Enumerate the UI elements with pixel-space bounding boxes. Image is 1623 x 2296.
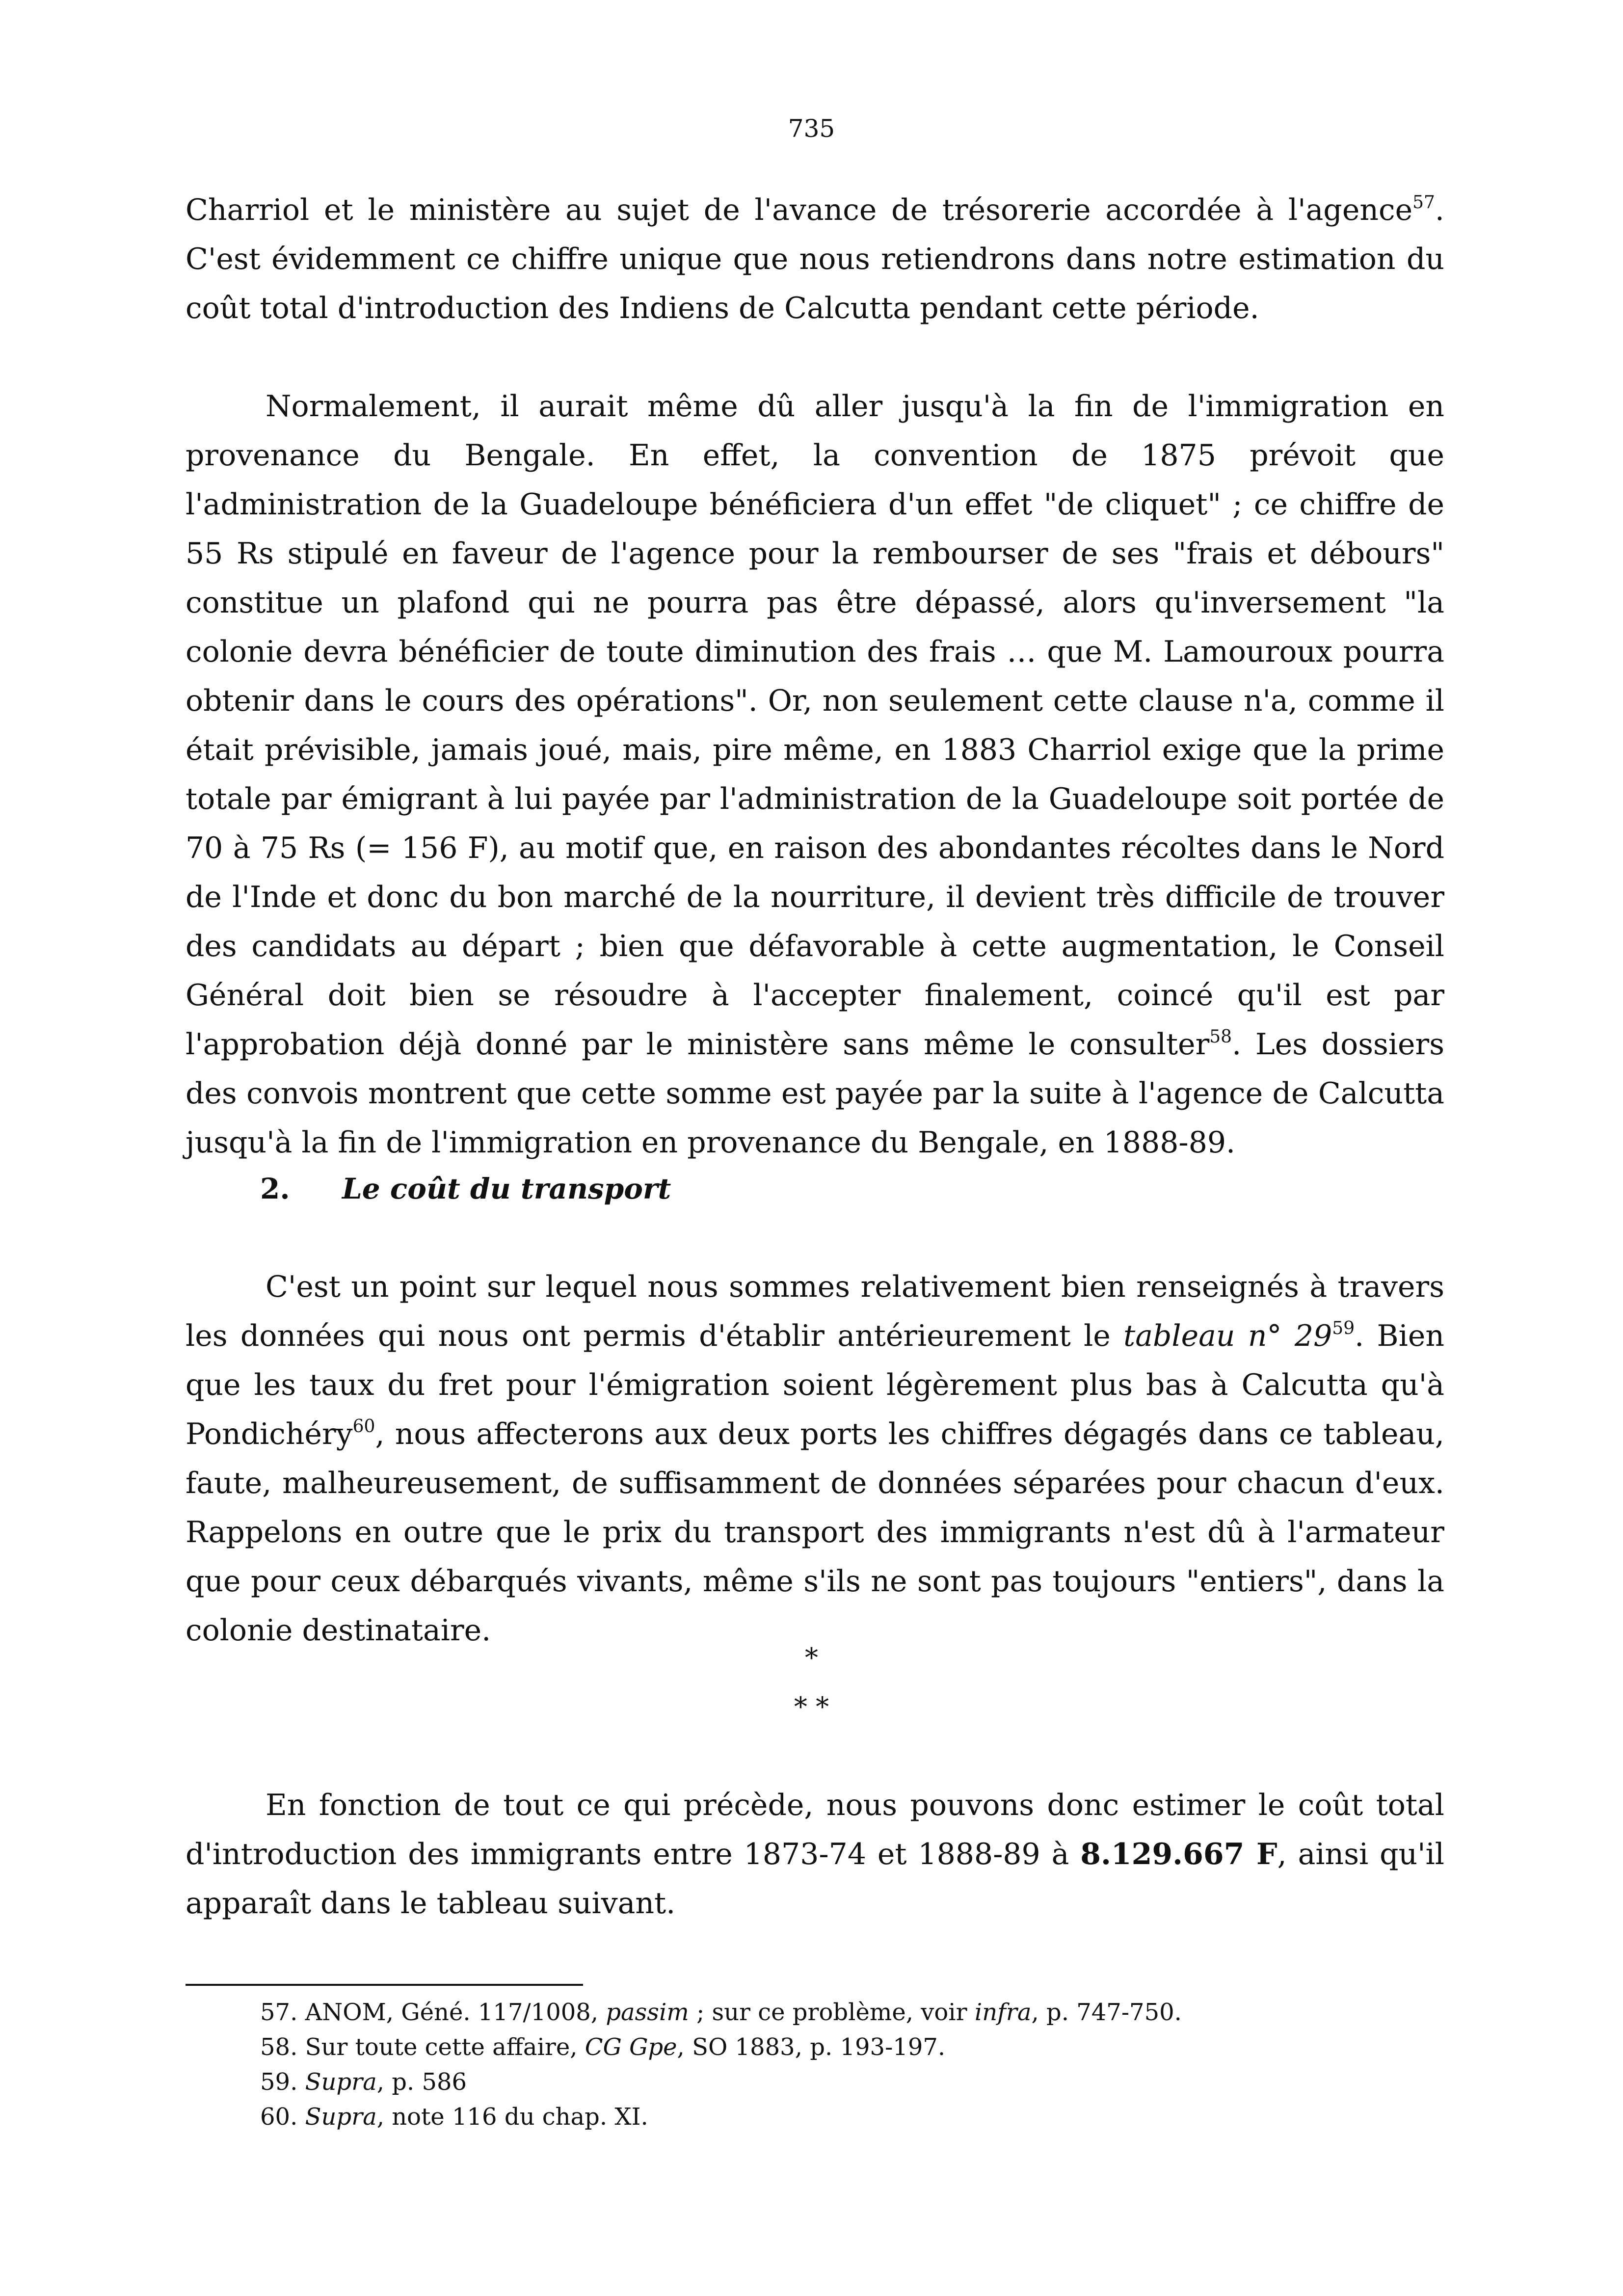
text-run: . Les dossiers des convois montrent que cette somme est payée par la suite à l'agence de Calcutta jusqu'à la fin de l'immigration en provenance du Bengale, en 1888-89.: [186, 1027, 1444, 1160]
text-run: C'est un point sur lequel nous sommes relativement bien renseignés à travers les données qui nous ont permis d'établir antérieurement le: [186, 1270, 1444, 1353]
text-run: 57. ANOM, Géné. 117/1008,: [260, 1999, 606, 2026]
paragraph-1: [186, 186, 1444, 333]
paragraph-3: [186, 1262, 1444, 1655]
text-run: 59.: [260, 2068, 305, 2096]
text-run: Normalement, il aurait même dû aller jusqu'à la fin de l'immigration en provenance du Bengale. En effet, la convention de 1875 prévoit que l'administration de la Guadeloupe bénéficiera d'un effet "de cliquet" ; ce chiffre de 55 Rs stipulé en faveur de l'agence pour la rembourser de ses "frais et débours" constitue un plafond qui ne pourra pas être dépassé, alors qu'inversement "la colonie devra bénéficier de toute diminution des frais … que M. Lamouroux pourra obtenir dans le cours des opérations". Or, non seulement cette clause n'a, comme il était prévisible, jamais joué, mais, pire même, en 1883 Charriol exige que la prime totale par émigrant à lui payée par l'administration de la Guadeloupe soit portée de 70 à 75 Rs (= 156 F), au motif que, en raison des abondantes récoltes dans le Nord de l'Inde et donc du bon marché de la nourriture, il devient très difficile de trouver des candidats au départ ; bien que défavorable à cette augmentation, le Conseil Général doit bien se résoudre à l'accepter finalement, coincé qu'il est par l'approbation déjà donné par le ministère sans même le consulter: [186, 389, 1444, 1062]
paragraph-2: [186, 382, 1444, 1167]
text-run: Charriol et le ministère au sujet de l'avance de trésorerie accordée à l'agence: [186, 193, 1413, 227]
text-run: . Bien que les taux du fret pour l'émigration soient légèrement plus bas à Calcutta qu'à Pondichéry: [186, 1319, 1444, 1451]
separator-star-single: *: [805, 1642, 818, 1673]
italic-text: passim: [606, 1999, 689, 2026]
footnote-divider: [186, 1984, 583, 1986]
section-heading: [260, 1164, 671, 1213]
page-number: 735: [788, 114, 835, 143]
text-run: , SO 1883, p. 193-197.: [677, 2033, 946, 2061]
footnote-57: [260, 1995, 1438, 2030]
text-run: , note 116 du chap. XI.: [376, 2103, 648, 2131]
footnote-60: [260, 2100, 1438, 2135]
text-run: , p. 586: [376, 2068, 467, 2096]
italic-text: CG Gpe: [585, 2033, 677, 2061]
text-run: , nous affecterons aux deux ports les chiffres dégagés dans ce tableau, faute, malheureusement, de suffisamment de données séparées pour chacun d'eux. Rappelons en outre que le prix du transport des immigrants n'est dû à l'armateur que pour ceux débarqués vivants, même s'ils ne sont pas toujours "entiers", dans la colonie destinataire.: [186, 1417, 1444, 1648]
footnote-59: [260, 2065, 1438, 2100]
text-run: 60.: [260, 2103, 305, 2131]
text-run: 58. Sur toute cette affaire,: [260, 2033, 585, 2061]
italic-text: Supra: [305, 2068, 377, 2096]
footnotes-list: [260, 1995, 1438, 2135]
bold-text: 8.129.667 F: [1080, 1837, 1277, 1871]
section-number: 2.: [260, 1172, 290, 1205]
italic-text: infra: [974, 1999, 1032, 2026]
italic-text: tableau n° 29: [1123, 1319, 1332, 1353]
text-run: . C'est évidemment ce chiffre unique que nous retiendrons dans notre estimation du coût total d'introduction des Indiens de Calcutta pendant cette période.: [186, 193, 1444, 325]
section-title: Le coût du transport: [342, 1172, 671, 1205]
footnote-58: [260, 2030, 1438, 2065]
footnote-ref: 60: [352, 1416, 375, 1437]
footnote-ref: 59: [1332, 1318, 1355, 1338]
separator-star-double: * *: [794, 1691, 829, 1722]
text-run: ; sur ce problème, voir: [689, 1999, 975, 2026]
italic-text: Supra: [305, 2103, 377, 2131]
text-run: , p. 747-750.: [1031, 1999, 1182, 2026]
footnote-ref: 57: [1412, 192, 1435, 213]
text-run: En fonction de tout ce qui précède, nous pouvons donc estimer le coût total d'introduction des immigrants entre 1873-74 et 1888-89 à: [186, 1788, 1444, 1871]
paragraph-4: [186, 1781, 1444, 1928]
footnote-ref: 58: [1209, 1027, 1232, 1047]
text-run: , ainsi qu'il apparaît dans le tableau suivant.: [186, 1837, 1444, 1921]
